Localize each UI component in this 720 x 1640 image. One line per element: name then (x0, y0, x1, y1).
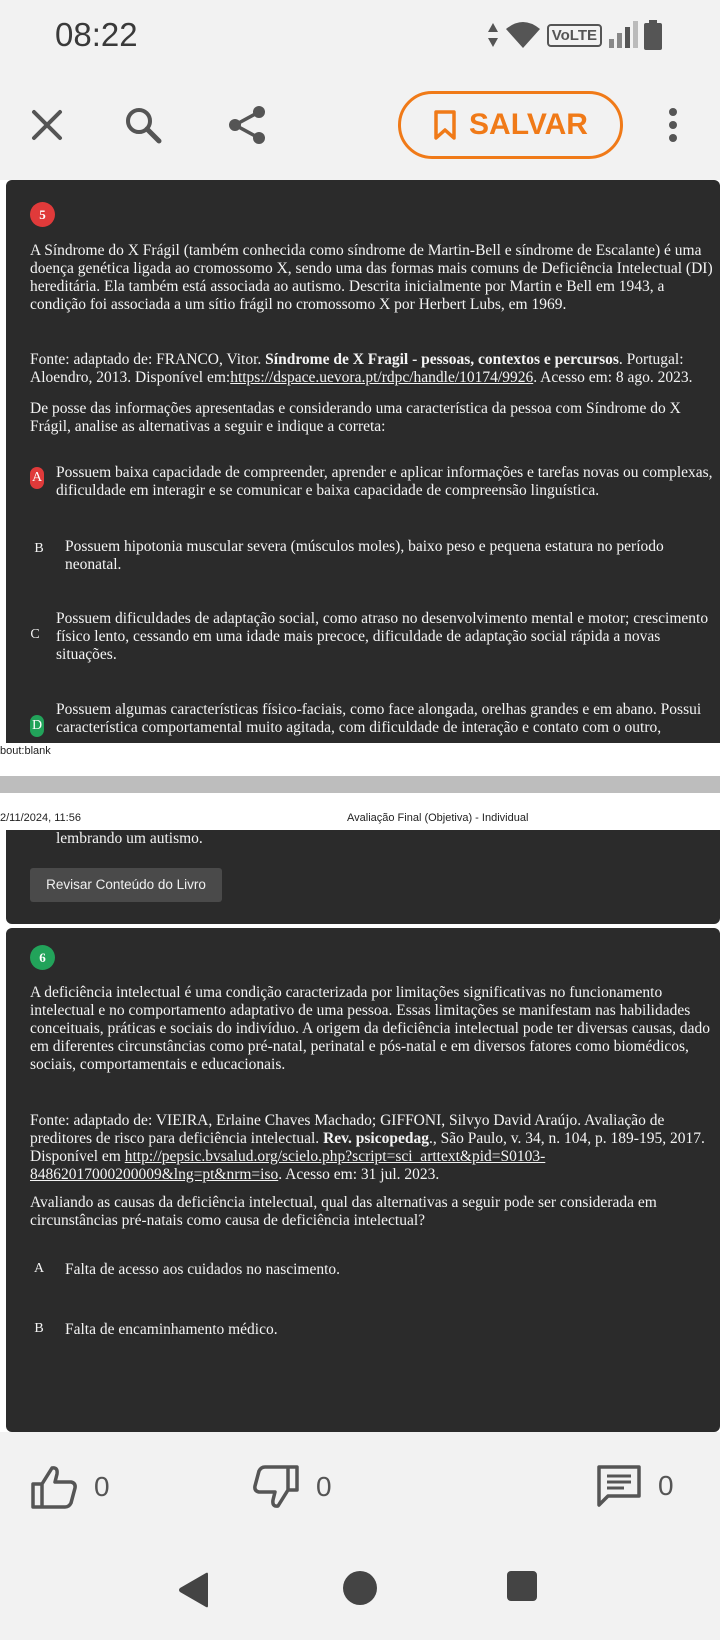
question-5-card (6, 180, 720, 773)
save-button[interactable] (398, 91, 623, 159)
review-book-button[interactable]: Revisar Conteúdo do Livro (30, 868, 222, 902)
navigation-bar (0, 1552, 720, 1640)
option-text: Falta de acesso aos cuidados no nascimento. (65, 1261, 341, 1278)
question-prompt: Avaliando as causas da deficiência intelectual, qual das alternativas a seguir pode ser considerada em circunstâncias pré-natais como causa de deficiência intelectual? (30, 1194, 657, 1229)
back-triangle-icon (176, 1570, 212, 1610)
source-link[interactable]: http://pepsic.bvsalud.org/scielo.php?script=sci_arttext&pid=S0103-84862017000200009&lng=pt&nrm=iso (30, 1148, 546, 1183)
toolbar (0, 72, 720, 180)
option-letter: D (30, 715, 44, 737)
recents-nav-button[interactable] (506, 1570, 538, 1602)
wifi-icon (505, 21, 541, 49)
print-header (0, 793, 720, 833)
search-icon[interactable] (118, 100, 168, 150)
question-6-card (6, 928, 720, 1432)
home-nav-button[interactable] (342, 1570, 378, 1606)
option-letter: A (33, 1261, 45, 1276)
data-transfer-icon (487, 22, 499, 48)
thumbs-down-icon (252, 1464, 300, 1510)
like-button[interactable] (30, 1464, 110, 1510)
source-link[interactable]: https://dspace.uevora.pt/rdpc/handle/10174/9926 (230, 369, 534, 386)
print-date: 2/11/2024, 11:56 (0, 812, 81, 824)
source-title: Síndrome de X Fragil - pessoas, contextos e percursos (265, 351, 619, 368)
page-divider (0, 776, 720, 793)
close-icon[interactable] (22, 100, 72, 150)
save-button-label: SALVAR (469, 108, 588, 141)
comment-count: 0 (658, 1470, 674, 1501)
question-number-badge: 6 (30, 945, 55, 970)
question-number-badge: 5 (30, 202, 55, 227)
option-d-continuation: lembrando um autismo. (56, 830, 203, 847)
reactions-bar (0, 1432, 720, 1552)
option-letter: B (34, 541, 44, 556)
comment-icon (596, 1464, 642, 1508)
recents-square-icon (506, 1570, 538, 1602)
status-bar (0, 0, 720, 72)
option-text: Possuem algumas características físico-faciais, como face alongada, orelhas grandes e em abano. Possui característica comportamental muito agitada, com dificuldade de interação e contato com o outro, (56, 701, 702, 736)
question-5-continuation (6, 830, 720, 924)
print-title: Avaliação Final (Objetiva) - Individual (347, 812, 529, 824)
question-source: Fonte: adaptado de: VIEIRA, Erlaine Chaves Machado; GIFFONI, Silvyo David Araújo. Avaliação de preditores de risco para deficiência intelectual. Rev. psicopedag., São Paulo, v. 34, n. 104, p. 189-195, 2017. Disponível em http://pepsic.bvsalud.org/scielo.php?script=sci_arttext&pid=S0103-84862017000200009&lng=pt&nrm=iso. Acesso em: 31 jul. 2023. (30, 1112, 705, 1183)
question-intro: A Síndrome do X Frágil (também conhecida como síndrome de Martin-Bell e síndrome de Escalante) é uma doença genética ligada ao cromossomo X, sendo uma das formas mais comuns de Deficiência Intelectual (DI) hereditária. Ela também está associada ao autismo. Descrita inicialmente por Martin e Bell em 1943, a condição foi associada a um sítio frágil no cromossomo X por Herbert Lubs, em 1969. (30, 242, 713, 313)
back-nav-button[interactable] (176, 1570, 212, 1610)
status-time: 08:22 (55, 16, 138, 53)
question-prompt: De posse das informações apresentadas e considerando uma característica da pessoa com Síndrome do X Frágil, analise as alternativas a seguir e indique a correta: (30, 400, 681, 435)
more-options-icon[interactable] (648, 100, 698, 150)
volte-badge: VoLTE (547, 24, 602, 47)
thumbs-up-icon (30, 1464, 78, 1510)
option-letter: C (30, 627, 40, 642)
like-count: 0 (94, 1471, 110, 1502)
question-intro: A deficiência intelectual é uma condição caracterizada por limitações significativas no funcionamento intelectual e no comportamento adaptativo de uma pessoa. Essas limitações se manifestam nas habilidades conceituais, práticas e sociais do indivíduo. A origem da deficiência intelectual pode ter diversas causas, dado em diferentes circunstâncias como pré-natal, perinatal e pós-natal e em diversos fatores como biomédicos, sociais, comportamentais e educacionais. (30, 984, 711, 1073)
comments-button[interactable] (596, 1464, 674, 1508)
bookmark-icon (433, 109, 457, 141)
dislike-button[interactable] (252, 1464, 332, 1510)
battery-icon (644, 20, 662, 50)
print-url: bout:blank (0, 745, 51, 757)
option-letter: A (30, 467, 44, 489)
dislike-count: 0 (316, 1471, 332, 1502)
document-viewer[interactable] (0, 180, 720, 1432)
option-letter: B (34, 1321, 44, 1336)
option-text: Falta de encaminhamento médico. (65, 1321, 278, 1338)
option-text: Possuem baixa capacidade de compreender, aprender e aplicar informações e tarefas novas ou complexas, dificuldade em interagir e se comunicar e baixa capacidade de compreensão linguística. (56, 464, 713, 499)
share-icon[interactable] (222, 100, 272, 150)
question-source: Fonte: adaptado de: FRANCO, Vitor. Síndrome de X Fragil - pessoas, contextos e percursos. Portugal: Aloendro, 2013. Disponível em:https://dspace.uevora.pt/rdpc/handle/10174/9926. Acesso em: 8 ago. 2023. (30, 351, 693, 386)
signal-icon (608, 21, 638, 49)
option-text: Possuem hipotonia muscular severa (músculos moles), baixo peso e pequena estatura no período neonatal. (65, 538, 664, 573)
source-journal: Rev. psicopedag (323, 1130, 429, 1147)
option-text: Possuem dificuldades de adaptação social, como atraso no desenvolvimento mental e motor; crescimento físico lento, cessando em uma idade mais precoce, dificuldade de adaptação social rápida a novas situações. (56, 610, 709, 663)
home-circle-icon (342, 1570, 378, 1606)
status-icons (487, 20, 662, 50)
